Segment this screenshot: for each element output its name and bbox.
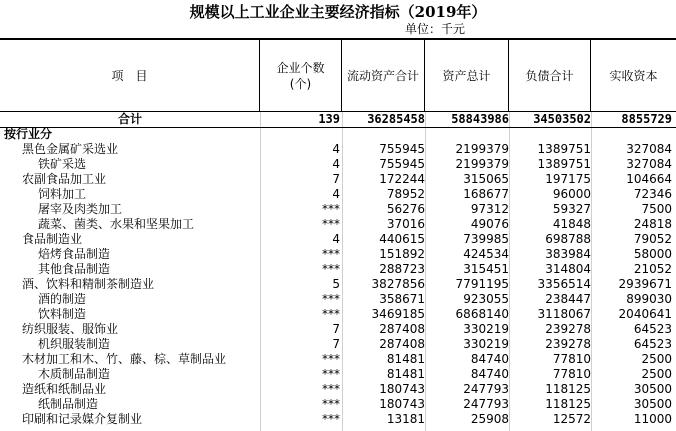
row-count: *** xyxy=(322,307,340,321)
group-label: 按行业分 xyxy=(4,127,53,141)
row-item-name: 食品制造业 xyxy=(22,232,83,246)
row-paid-capital: 11000 xyxy=(633,412,672,426)
row-liabilities: 314804 xyxy=(545,262,591,276)
table-row xyxy=(0,157,676,172)
row-liabilities: 118125 xyxy=(545,382,591,396)
table-row xyxy=(0,262,676,277)
header-liabilities: 负债合计 xyxy=(509,38,591,112)
row-item-name: 黑色金属矿采选业 xyxy=(22,142,119,156)
row-count: 4 xyxy=(332,157,340,171)
row-paid-capital: 7500 xyxy=(641,202,672,216)
table-row xyxy=(0,232,676,247)
header-paid-capital: 实收资本 xyxy=(591,38,676,112)
row-current-assets: 13181 xyxy=(386,412,425,426)
table-row xyxy=(0,247,676,262)
row-liabilities: 96000 xyxy=(552,187,591,201)
row-paid-capital: 327084 xyxy=(626,157,672,171)
row-total-assets: 2199379 xyxy=(455,157,509,171)
row-current-assets: 172244 xyxy=(379,172,425,186)
row-count: *** xyxy=(322,352,340,366)
row-paid-capital: 30500 xyxy=(633,382,672,396)
row-liabilities: 77810 xyxy=(552,352,591,366)
row-item-name: 酒的制造 xyxy=(38,292,87,306)
table-row xyxy=(0,217,676,232)
table-row xyxy=(0,277,676,292)
header-current-assets: 流动资产合计 xyxy=(342,38,425,112)
row-count: 7 xyxy=(332,172,340,186)
row-total-assets: 315451 xyxy=(463,262,509,276)
total-count: 139 xyxy=(318,112,340,126)
row-current-assets: 56276 xyxy=(386,202,425,216)
row-item-name: 铁矿采选 xyxy=(38,157,87,171)
row-paid-capital: 24818 xyxy=(633,217,672,231)
row-current-assets: 755945 xyxy=(379,142,425,156)
row-item-name: 焙烤食品制造 xyxy=(38,247,111,261)
row-item-name: 酒、饮料和精制茶制造业 xyxy=(22,277,155,291)
row-total-assets: 330219 xyxy=(463,322,509,336)
row-count: *** xyxy=(322,412,340,426)
row-current-assets: 3827856 xyxy=(371,277,425,291)
row-liabilities: 12572 xyxy=(552,412,591,426)
row-count: *** xyxy=(322,397,340,411)
table-row xyxy=(0,367,676,382)
row-liabilities: 77810 xyxy=(552,367,591,381)
row-current-assets: 78952 xyxy=(386,187,425,201)
group-header-row xyxy=(0,127,676,142)
row-item-name: 饮料制造 xyxy=(38,307,87,321)
row-liabilities: 197175 xyxy=(545,172,591,186)
row-count: *** xyxy=(322,247,340,261)
row-liabilities: 238447 xyxy=(545,292,591,306)
row-current-assets: 180743 xyxy=(379,382,425,396)
row-count: 7 xyxy=(332,337,340,351)
row-paid-capital: 72346 xyxy=(633,187,672,201)
row-count: 4 xyxy=(332,232,340,246)
table-row xyxy=(0,187,676,202)
row-paid-capital: 327084 xyxy=(626,142,672,156)
row-paid-capital: 58000 xyxy=(633,247,672,261)
row-item-name: 印刷和记录媒介复制业 xyxy=(22,412,143,426)
total-total-assets: 58843986 xyxy=(451,112,509,126)
table-row xyxy=(0,412,676,427)
row-paid-capital: 2500 xyxy=(641,367,672,381)
row-item-name: 纺织服装、服饰业 xyxy=(22,322,119,336)
row-liabilities: 698788 xyxy=(545,232,591,246)
row-liabilities: 3356514 xyxy=(537,277,591,291)
row-liabilities: 1389751 xyxy=(537,142,591,156)
table-row xyxy=(0,142,676,157)
row-liabilities: 383984 xyxy=(545,247,591,261)
table-row xyxy=(0,382,676,397)
row-total-assets: 84740 xyxy=(470,352,509,366)
total-current-assets: 36285458 xyxy=(367,112,425,126)
total-row xyxy=(0,112,676,128)
table-row xyxy=(0,337,676,352)
unit-label: 单位：千元 xyxy=(405,22,466,36)
row-liabilities: 3118067 xyxy=(537,307,591,321)
row-item-name: 机织服装制造 xyxy=(38,337,111,351)
header-total-assets: 资产总计 xyxy=(425,38,509,112)
total-name: 合计 xyxy=(117,112,142,126)
row-count: *** xyxy=(322,262,340,276)
row-total-assets: 330219 xyxy=(463,337,509,351)
row-total-assets: 247793 xyxy=(463,382,509,396)
row-item-name: 纸制品制造 xyxy=(38,397,99,411)
row-total-assets: 49076 xyxy=(470,217,509,231)
row-liabilities: 1389751 xyxy=(537,157,591,171)
row-count: 5 xyxy=(332,277,340,291)
table-row xyxy=(0,352,676,367)
table-row xyxy=(0,292,676,307)
header-item: 项 目 xyxy=(0,38,260,112)
table-row xyxy=(0,397,676,412)
row-item-name: 饲料加工 xyxy=(38,187,87,201)
row-paid-capital: 64523 xyxy=(633,337,672,351)
row-current-assets: 180743 xyxy=(379,397,425,411)
row-current-assets: 287408 xyxy=(379,337,425,351)
row-current-assets: 151892 xyxy=(379,247,425,261)
row-total-assets: 2199379 xyxy=(455,142,509,156)
row-total-assets: 6868140 xyxy=(455,307,509,321)
table-row xyxy=(0,322,676,337)
row-item-name: 蔬菜、菌类、水果和坚果加工 xyxy=(38,217,195,231)
row-total-assets: 25908 xyxy=(470,412,509,426)
row-item-name: 造纸和纸制品业 xyxy=(22,382,107,396)
row-count: 7 xyxy=(332,322,340,336)
row-current-assets: 3469185 xyxy=(371,307,425,321)
row-paid-capital: 2040641 xyxy=(618,307,672,321)
row-paid-capital: 899030 xyxy=(626,292,672,306)
row-current-assets: 81481 xyxy=(386,367,425,381)
row-current-assets: 287408 xyxy=(379,322,425,336)
row-count: 4 xyxy=(332,187,340,201)
row-liabilities: 239278 xyxy=(545,337,591,351)
row-total-assets: 247793 xyxy=(463,397,509,411)
row-current-assets: 37016 xyxy=(386,217,425,231)
row-paid-capital: 64523 xyxy=(633,322,672,336)
table-row xyxy=(0,307,676,322)
row-item-name: 木材加工和木、竹、藤、棕、草制品业 xyxy=(22,352,227,366)
page-title: 规模以上工业企业主要经济指标（2019年） xyxy=(189,3,487,21)
total-liabilities: 34503502 xyxy=(533,112,591,126)
row-liabilities: 118125 xyxy=(545,397,591,411)
header-count: 企业个数 (个) xyxy=(260,38,342,112)
row-total-assets: 424534 xyxy=(463,247,509,261)
table-row xyxy=(0,202,676,217)
row-total-assets: 168677 xyxy=(463,187,509,201)
row-current-assets: 288723 xyxy=(379,262,425,276)
row-total-assets: 97312 xyxy=(470,202,509,216)
row-count: *** xyxy=(322,292,340,306)
row-total-assets: 7791195 xyxy=(455,277,509,291)
row-item-name: 农副食品加工业 xyxy=(22,172,107,186)
row-paid-capital: 2939671 xyxy=(618,277,672,291)
row-paid-capital: 30500 xyxy=(633,397,672,411)
row-item-name: 屠宰及肉类加工 xyxy=(38,202,123,216)
row-item-name: 木质制品制造 xyxy=(38,367,111,381)
row-count: *** xyxy=(322,382,340,396)
row-total-assets: 739985 xyxy=(463,232,509,246)
row-count: *** xyxy=(322,217,340,231)
row-count: 4 xyxy=(332,142,340,156)
row-paid-capital: 21052 xyxy=(633,262,672,276)
row-current-assets: 81481 xyxy=(386,352,425,366)
row-total-assets: 315065 xyxy=(463,172,509,186)
row-paid-capital: 79052 xyxy=(633,232,672,246)
row-current-assets: 440615 xyxy=(379,232,425,246)
row-liabilities: 59327 xyxy=(552,202,591,216)
row-count: *** xyxy=(322,367,340,381)
total-paid-capital: 8855729 xyxy=(621,112,672,126)
row-paid-capital: 2500 xyxy=(641,352,672,366)
row-current-assets: 755945 xyxy=(379,157,425,171)
row-item-name: 其他食品制造 xyxy=(38,262,111,276)
row-current-assets: 358671 xyxy=(379,292,425,306)
row-total-assets: 923055 xyxy=(463,292,509,306)
table-row xyxy=(0,172,676,187)
row-liabilities: 41848 xyxy=(552,217,591,231)
row-liabilities: 239278 xyxy=(545,322,591,336)
row-total-assets: 84740 xyxy=(470,367,509,381)
row-count: *** xyxy=(322,202,340,216)
row-paid-capital: 104664 xyxy=(626,172,672,186)
